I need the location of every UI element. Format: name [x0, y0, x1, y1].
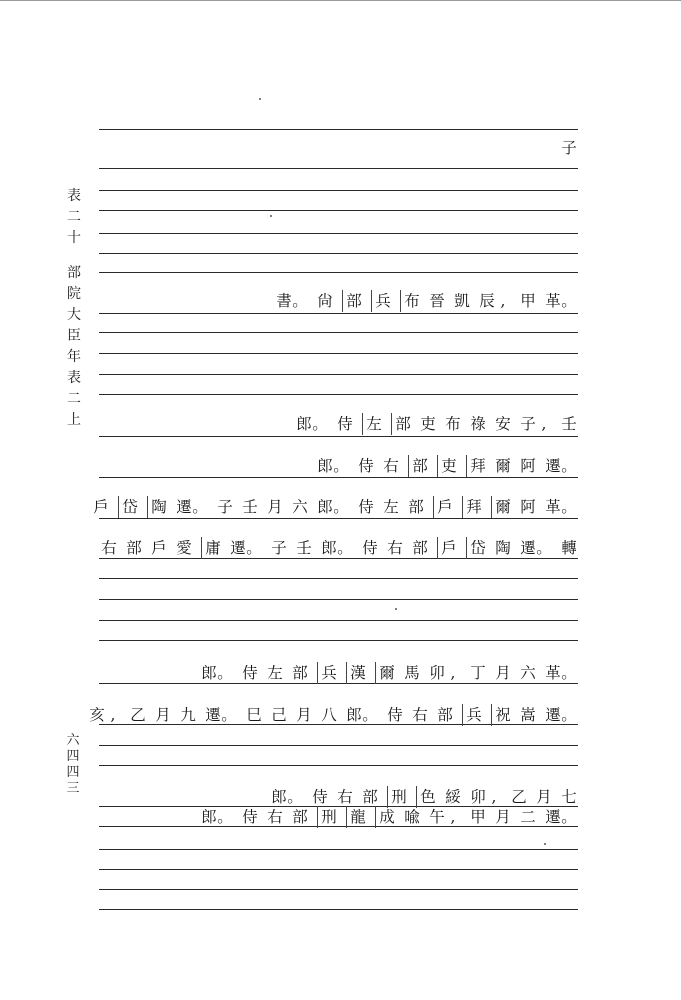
text-glyph: 。: [287, 788, 303, 806]
ink-speck: [395, 608, 397, 610]
text-glyph: ,: [450, 808, 456, 826]
text-glyph: 革: [545, 292, 561, 310]
text-glyph: 郎: [346, 706, 362, 724]
ruled-line: [99, 353, 578, 354]
text-glyph: 月: [267, 498, 283, 516]
text-glyph: 部: [292, 664, 308, 682]
text-glyph: 。: [561, 706, 577, 724]
text-glyph: 侍: [312, 788, 328, 806]
text-glyph: 馬: [404, 664, 420, 682]
text-glyph: 巳: [246, 706, 262, 724]
margin-char: 表: [67, 370, 81, 386]
text-glyph: 兵: [462, 704, 482, 726]
text-glyph: 綏: [445, 788, 461, 806]
text-glyph: 子: [217, 498, 233, 516]
text-glyph: 。: [536, 539, 552, 557]
text-glyph: 郎: [296, 415, 312, 433]
ruled-line: [99, 518, 578, 519]
text-glyph: 布: [400, 290, 420, 312]
text-glyph: 右: [101, 539, 117, 557]
text-glyph: 郎: [317, 457, 333, 475]
ruled-line: [99, 233, 578, 234]
text-glyph: 左: [383, 498, 399, 516]
margin-title: [62, 186, 86, 431]
ruled-line: [99, 869, 578, 870]
text-glyph: 侍: [242, 808, 258, 826]
ruled-line: [99, 477, 578, 478]
text-glyph: 成: [375, 806, 395, 828]
text-glyph: 晉: [429, 292, 445, 310]
text-glyph: 阿: [520, 457, 536, 475]
ruled-line: [99, 394, 578, 395]
text-glyph: 祿: [470, 415, 486, 433]
text-glyph: 子: [271, 539, 287, 557]
text-row: [201, 806, 577, 828]
ruled-line: [99, 849, 578, 850]
text-glyph: 辰: [479, 292, 495, 310]
text-glyph: 九: [180, 706, 196, 724]
text-glyph: 部: [408, 455, 428, 477]
text-glyph: 壬: [242, 498, 258, 516]
text-glyph: 陶: [147, 496, 167, 518]
text-glyph: 侍: [358, 457, 374, 475]
margin-char: 臣: [67, 328, 81, 344]
text-glyph: 郎: [317, 498, 333, 516]
text-row: [201, 662, 577, 684]
text-glyph: 刑: [317, 806, 337, 828]
text-glyph: 部: [292, 808, 308, 826]
text-glyph: 尙: [317, 292, 333, 310]
text-glyph: 安: [495, 415, 511, 433]
text-glyph: 部: [342, 290, 362, 312]
ruled-line: [99, 253, 578, 254]
margin-char: 上: [67, 412, 81, 428]
text-glyph: 戶: [433, 496, 453, 518]
text-glyph: 。: [312, 415, 328, 433]
text-glyph: 遷: [205, 706, 221, 724]
text-glyph: ,: [110, 706, 116, 724]
text-glyph: 遷: [545, 808, 561, 826]
text-glyph: 吏: [437, 455, 457, 477]
text-glyph: 爾: [491, 496, 511, 518]
text-glyph: 午: [429, 808, 445, 826]
text-glyph: 部: [126, 539, 142, 557]
folio-char: 六: [66, 733, 80, 748]
ink-speck: [270, 215, 272, 217]
ruled-line: [99, 620, 578, 621]
ruled-line: [99, 599, 578, 600]
ruled-line: [99, 745, 578, 746]
text-glyph: 。: [561, 498, 577, 516]
text-glyph: 部: [391, 413, 411, 435]
text-glyph: 遷: [545, 457, 561, 475]
text-glyph: 爾: [495, 457, 511, 475]
text-glyph: 乙: [511, 788, 527, 806]
text-glyph: 。: [561, 457, 577, 475]
text-glyph: 卯: [429, 664, 445, 682]
text-glyph: 壬: [561, 415, 577, 433]
ruled-line: [99, 578, 578, 579]
text-glyph: 己: [271, 706, 287, 724]
ruled-line: [99, 765, 578, 766]
text-glyph: 六: [292, 498, 308, 516]
text-glyph: 侍: [242, 664, 258, 682]
margin-char: 年: [67, 349, 81, 365]
margin-char: 部: [67, 265, 81, 281]
text-glyph: 月: [155, 706, 171, 724]
text-glyph: 郎: [201, 664, 217, 682]
text-glyph: ,: [450, 664, 456, 682]
ruled-line: [99, 129, 578, 130]
text-glyph: 遷: [545, 706, 561, 724]
text-glyph: 部: [412, 539, 428, 557]
folio-char: 四: [66, 765, 80, 780]
text-glyph: 左: [362, 413, 382, 435]
text-glyph: 亥: [89, 706, 105, 724]
ruled-line: [99, 640, 578, 641]
text-row: [101, 537, 577, 559]
text-glyph: 龍: [346, 806, 366, 828]
margin-char: 大: [67, 307, 81, 323]
text-glyph: 。: [217, 808, 233, 826]
text-glyph: 。: [561, 664, 577, 682]
text-glyph: 嵩: [520, 706, 536, 724]
text-glyph: 子: [520, 415, 536, 433]
text-glyph: 月: [536, 788, 552, 806]
margin-char: 二: [67, 209, 81, 225]
text-glyph: 右: [267, 808, 283, 826]
text-glyph: 右: [412, 706, 428, 724]
text-glyph: 戶: [151, 539, 167, 557]
text-glyph: 拜: [462, 496, 482, 518]
text-glyph: 遷: [520, 539, 536, 557]
text-glyph: 八: [321, 706, 337, 724]
ink-speck: [544, 843, 546, 845]
text-glyph: 右: [387, 539, 403, 557]
margin-char: 院: [67, 286, 81, 302]
text-glyph: 侍: [337, 415, 353, 433]
text-glyph: 陶: [495, 539, 511, 557]
ruled-line: [99, 436, 578, 437]
text-glyph: 阿: [520, 498, 536, 516]
text-glyph: 岱: [118, 496, 138, 518]
text-glyph: 。: [333, 498, 349, 516]
text-glyph: 二: [520, 808, 536, 826]
text-glyph: 右: [383, 457, 399, 475]
text-row: [89, 704, 577, 726]
text-glyph: 戶: [93, 498, 109, 516]
text-glyph: 郎: [271, 788, 287, 806]
text-glyph: 。: [362, 706, 378, 724]
text-glyph: 部: [408, 498, 424, 516]
text-row: [271, 786, 577, 808]
text-glyph: 。: [333, 457, 349, 475]
folio-char: 三: [66, 781, 80, 796]
text-row: [93, 496, 577, 518]
text-glyph: 甲: [470, 808, 486, 826]
text-glyph: 甲: [520, 292, 536, 310]
text-glyph: 兵: [371, 290, 391, 312]
text-glyph: 革: [545, 664, 561, 682]
text-glyph: ,: [500, 292, 506, 310]
text-glyph: 遷: [230, 539, 246, 557]
ruled-line: [99, 889, 578, 890]
text-glyph: 部: [437, 706, 453, 724]
text-glyph: 卯: [470, 788, 486, 806]
text-glyph: 喩: [404, 808, 420, 826]
text-glyph: 布: [445, 415, 461, 433]
ruled-line: [99, 190, 578, 191]
folio-char: 四: [66, 749, 80, 764]
text-glyph: 六: [520, 664, 536, 682]
text-row: [317, 455, 577, 477]
text-glyph: ,: [491, 788, 497, 806]
text-glyph: 。: [561, 808, 577, 826]
text-glyph: 月: [495, 808, 511, 826]
text-glyph: 侍: [358, 498, 374, 516]
text-glyph: 書: [276, 292, 292, 310]
margin-char: 十: [67, 230, 81, 246]
text-glyph: 漢: [346, 662, 366, 684]
text-glyph: 。: [292, 292, 308, 310]
ink-speck: [259, 98, 261, 100]
margin-char: 二: [67, 391, 81, 407]
text-glyph: 吏: [420, 415, 436, 433]
text-glyph: 部: [362, 788, 378, 806]
text-glyph: 郎: [321, 539, 337, 557]
text-glyph: 拜: [466, 455, 486, 477]
text-glyph: 戶: [437, 537, 457, 559]
margin-char: 表: [67, 188, 81, 204]
text-glyph: 月: [296, 706, 312, 724]
text-glyph: 革: [545, 498, 561, 516]
text-glyph: 轉: [561, 539, 577, 557]
text-glyph: 左: [267, 664, 283, 682]
text-glyph: 。: [221, 706, 237, 724]
text-glyph: 愛: [176, 539, 192, 557]
text-glyph: 刑: [387, 786, 407, 808]
text-glyph: 月: [495, 664, 511, 682]
text-row: [296, 413, 577, 435]
ruled-line: [99, 909, 578, 910]
text-glyph: ,: [541, 415, 547, 433]
text-glyph: 。: [192, 498, 208, 516]
text-glyph: 色: [416, 786, 436, 808]
ruled-line: [99, 374, 578, 375]
text-glyph: 右: [337, 788, 353, 806]
text-row: [276, 290, 577, 312]
text-glyph: 兵: [317, 662, 337, 684]
text-glyph: 。: [561, 292, 577, 310]
text-glyph: 七: [561, 788, 577, 806]
text-glyph: 侍: [362, 539, 378, 557]
text-glyph: 。: [246, 539, 262, 557]
text-glyph: 丁: [470, 664, 486, 682]
page-number: [60, 733, 86, 797]
text-glyph: 乙: [130, 706, 146, 724]
ruled-line: [99, 332, 578, 333]
text-glyph: 侍: [387, 706, 403, 724]
text-glyph: 壬: [296, 539, 312, 557]
text-glyph: 爾: [375, 662, 395, 684]
text-glyph: 岱: [466, 537, 486, 559]
text-glyph: 凱: [454, 292, 470, 310]
text-glyph: 子: [561, 139, 577, 157]
ruled-line: [99, 272, 578, 273]
text-glyph: 郎: [201, 808, 217, 826]
ruled-line: [99, 210, 578, 211]
text-row: [561, 137, 577, 159]
page-top-border: [0, 0, 681, 1]
ruled-line: [99, 313, 578, 314]
text-glyph: 。: [337, 539, 353, 557]
ruled-line: [99, 168, 578, 169]
text-glyph: 庸: [201, 537, 221, 559]
text-glyph: 祝: [491, 704, 511, 726]
text-glyph: 遷: [176, 498, 192, 516]
text-glyph: 。: [217, 664, 233, 682]
